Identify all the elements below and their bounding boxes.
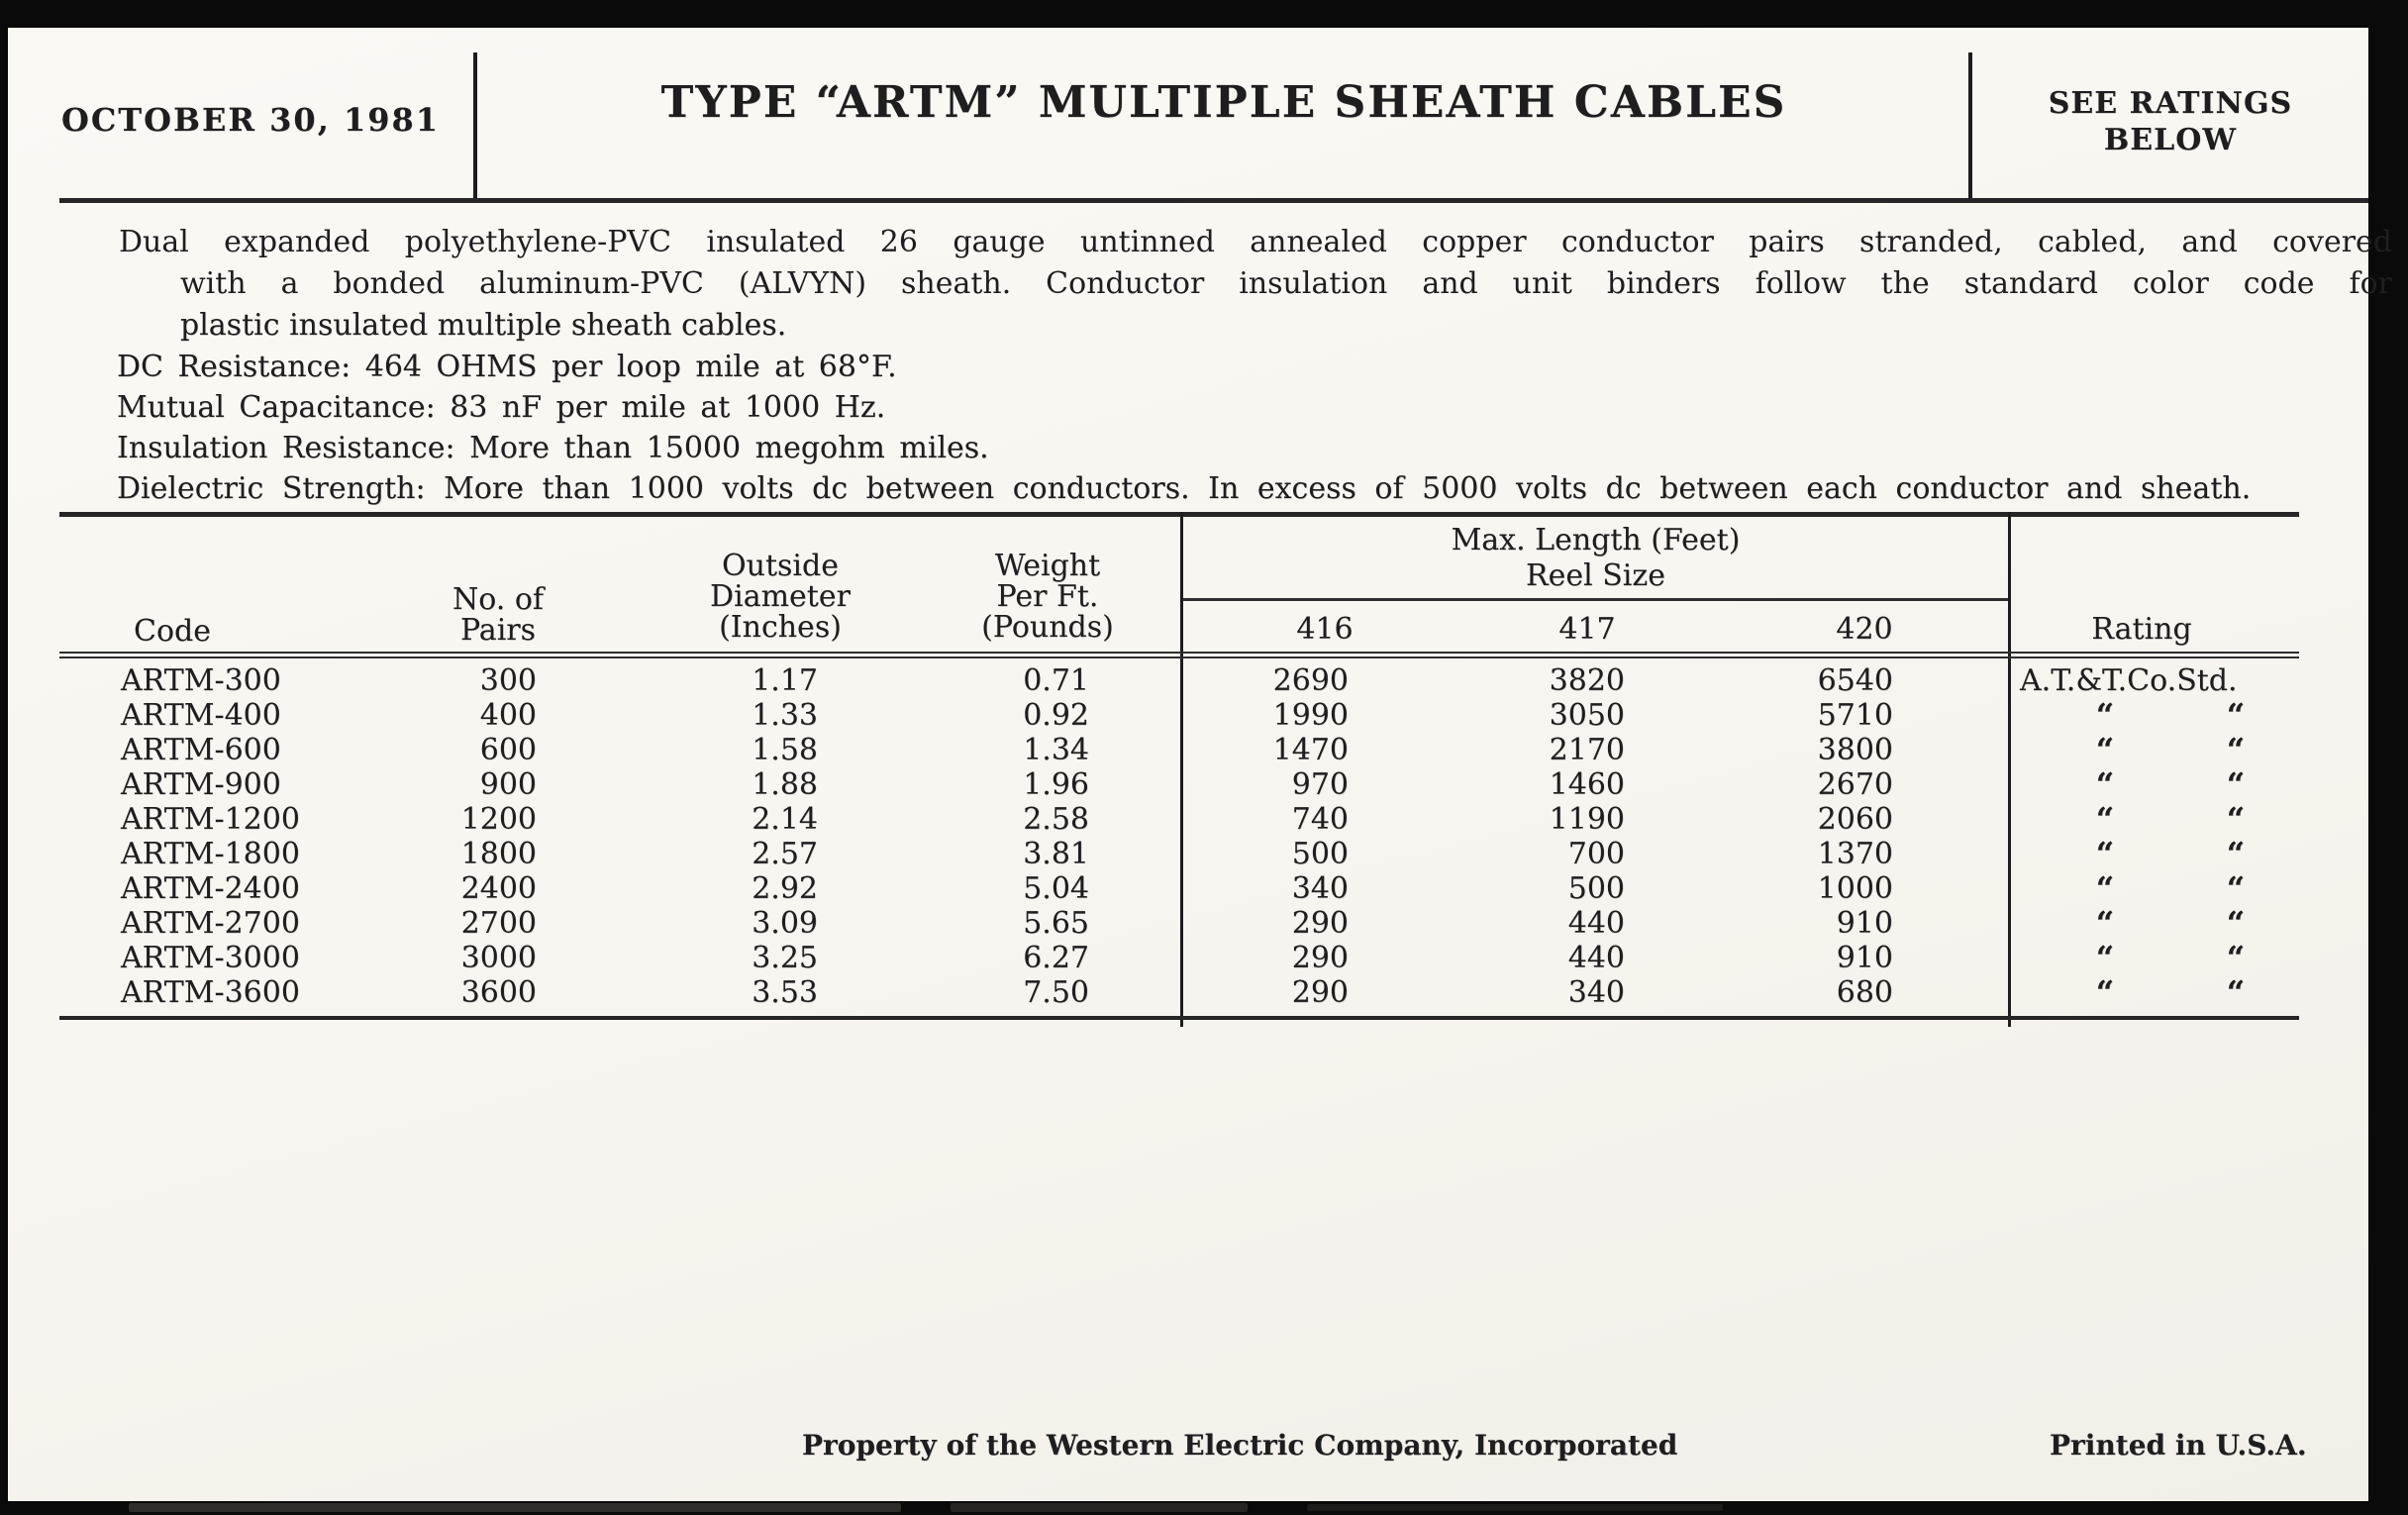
ratings-note xyxy=(1972,85,2368,158)
cell-code: ARTM-3000 xyxy=(121,941,300,975)
cell-outside-diameter: 1.58 xyxy=(752,733,818,767)
cell-reel-417: 500 xyxy=(1567,871,1625,906)
footer-property-note: Property of the Western Electric Company, Incorporated xyxy=(802,1429,1678,1462)
table-row xyxy=(8,698,2370,733)
cell-reel-416: 1990 xyxy=(1272,698,1349,733)
cell-reel-420: 1000 xyxy=(1817,871,1893,906)
bottom-scan-smudge xyxy=(1307,1504,1723,1511)
cell-rating-ditto: “ xyxy=(2095,800,2115,838)
cell-outside-diameter: 3.25 xyxy=(752,941,818,975)
cell-reel-417: 440 xyxy=(1567,906,1625,941)
cell-rating-ditto: “ xyxy=(2095,765,2115,803)
cell-reel-420: 1370 xyxy=(1817,837,1893,871)
col-header-od-line: (Inches) xyxy=(719,610,842,645)
bottom-scan-smudge xyxy=(951,1503,1248,1512)
cell-reel-416: 290 xyxy=(1291,975,1349,1010)
ratings-note-line: SEE RATINGS xyxy=(2048,86,2293,121)
col-header-rating: Rating xyxy=(2091,612,2192,647)
cell-reel-417: 3050 xyxy=(1549,698,1625,733)
table-header-rule xyxy=(59,652,2299,658)
table-row xyxy=(8,733,2370,767)
cell-reel-416: 1470 xyxy=(1272,733,1349,767)
col-header-max-length xyxy=(1183,523,2008,594)
document-title: TYPE “ARTM” MULTIPLE SHEATH CABLES xyxy=(660,77,1787,128)
col-header-weight-line: Per Ft. xyxy=(996,579,1099,614)
cell-pairs: 400 xyxy=(479,698,537,733)
col-header-pairs-line: No. of xyxy=(452,582,545,617)
cell-reel-416: 340 xyxy=(1291,871,1349,906)
cell-rating-ditto: “ xyxy=(2095,731,2115,768)
table-row xyxy=(8,837,2370,871)
cell-reel-420: 6540 xyxy=(1817,663,1893,698)
cell-weight: 1.34 xyxy=(1023,733,1089,767)
cell-rating-ditto: “ xyxy=(2095,835,2115,872)
cell-pairs: 1800 xyxy=(460,837,537,871)
cell-weight: 1.96 xyxy=(1023,767,1089,802)
table-row xyxy=(8,802,2370,837)
bottom-scan-smudge xyxy=(129,1503,901,1512)
col-header-reel-416: 416 xyxy=(1296,612,1354,647)
document-date: OCTOBER 30, 1981 xyxy=(60,101,441,139)
table-top-rule xyxy=(59,512,2299,517)
table-bottom-rule xyxy=(59,1016,2299,1020)
cell-code: ARTM-1800 xyxy=(121,837,300,871)
cell-rating-ditto: “ xyxy=(2226,869,2246,907)
cell-pairs: 300 xyxy=(479,663,537,698)
col-header-weight-line: (Pounds) xyxy=(981,610,1114,645)
cell-code: ARTM-3600 xyxy=(121,975,300,1010)
paragraph-line-1: Dual expanded polyethylene-PVC insulated 26 gauge untinned annealed copper conductor pairs stranded, cabled, and covered xyxy=(119,225,2392,259)
paragraph-line-2: with a bonded aluminum-PVC (ALVYN) sheath. Conductor insulation and unit binders follow the standard color code for xyxy=(180,266,2392,301)
cell-reel-420: 910 xyxy=(1836,906,1893,941)
cell-reel-417: 440 xyxy=(1567,941,1625,975)
cell-outside-diameter: 2.57 xyxy=(752,837,818,871)
table-row xyxy=(8,975,2370,1010)
col-header-pairs-line: Pairs xyxy=(459,613,537,648)
cell-outside-diameter: 1.33 xyxy=(752,698,818,733)
cell-reel-417: 2170 xyxy=(1549,733,1625,767)
cell-pairs: 900 xyxy=(479,767,537,802)
table-row xyxy=(8,767,2370,802)
cell-pairs: 3600 xyxy=(460,975,537,1010)
cell-rating-ditto: “ xyxy=(2095,696,2115,734)
cell-outside-diameter: 3.09 xyxy=(752,906,818,941)
spec-mutual-capacitance: Mutual Capacitance: 83 nF per mile at 1000 Hz. xyxy=(117,390,886,425)
cell-reel-416: 740 xyxy=(1291,802,1349,837)
cell-rating-ditto: “ xyxy=(2226,835,2246,872)
cell-rating-ditto: “ xyxy=(2226,800,2246,838)
col-header-od-line: Diameter xyxy=(710,579,851,614)
cell-outside-diameter: 1.17 xyxy=(752,663,818,698)
cell-rating-ditto: “ xyxy=(2095,939,2115,976)
spec-insulation-resistance: Insulation Resistance: More than 15000 megohm miles. xyxy=(117,431,989,465)
cell-reel-416: 2690 xyxy=(1272,663,1349,698)
cell-reel-420: 910 xyxy=(1836,941,1893,975)
cell-rating-ditto: “ xyxy=(2226,973,2246,1011)
cell-code: ARTM-600 xyxy=(121,733,281,767)
cell-code: ARTM-300 xyxy=(121,663,281,698)
document-card xyxy=(8,28,2392,1501)
col-header-weight xyxy=(939,551,1156,643)
paragraph-line-3: plastic insulated multiple sheath cables. xyxy=(180,308,787,343)
description-paragraph xyxy=(119,222,2392,347)
cell-reel-416: 290 xyxy=(1291,906,1349,941)
cell-rating: A.T.&T.Co.Std. xyxy=(2020,663,2238,698)
cell-weight: 5.65 xyxy=(1023,906,1089,941)
table-row xyxy=(8,871,2370,906)
cell-code: ARTM-400 xyxy=(121,698,281,733)
cell-weight: 3.81 xyxy=(1023,837,1089,871)
cell-weight: 6.27 xyxy=(1023,941,1089,975)
cell-reel-420: 3800 xyxy=(1817,733,1893,767)
cell-pairs: 3000 xyxy=(460,941,537,975)
cell-weight: 0.92 xyxy=(1023,698,1089,733)
cell-rating-ditto: “ xyxy=(2226,904,2246,942)
cell-weight: 0.71 xyxy=(1023,663,1089,698)
cable-table-body xyxy=(8,663,2370,1016)
col-header-od-line: Outside xyxy=(722,549,839,583)
cell-rating-ditto: “ xyxy=(2095,869,2115,907)
cell-reel-416: 290 xyxy=(1291,941,1349,975)
cell-reel-417: 1190 xyxy=(1549,802,1625,837)
spec-list xyxy=(117,347,2394,509)
col-header-pairs xyxy=(394,584,602,646)
col-header-reel-417: 417 xyxy=(1558,612,1616,647)
cell-weight: 5.04 xyxy=(1023,871,1089,906)
cell-outside-diameter: 3.53 xyxy=(752,975,818,1010)
footer-printed-note: Printed in U.S.A. xyxy=(2050,1429,2307,1462)
cell-weight: 7.50 xyxy=(1023,975,1089,1010)
cell-rating-ditto: “ xyxy=(2095,973,2115,1011)
cell-outside-diameter: 2.14 xyxy=(752,802,818,837)
cell-reel-417: 700 xyxy=(1567,837,1625,871)
cell-code: ARTM-900 xyxy=(121,767,281,802)
spec-dielectric-strength: Dielectric Strength: More than 1000 volts dc between conductors. In excess of 5000 volts dc between each conductor and sheath. xyxy=(117,471,2252,506)
cell-pairs: 600 xyxy=(479,733,537,767)
table-row xyxy=(8,663,2370,698)
col-header-weight-line: Weight xyxy=(994,549,1101,583)
cell-reel-416: 500 xyxy=(1291,837,1349,871)
cell-reel-417: 340 xyxy=(1567,975,1625,1010)
cell-reel-420: 2670 xyxy=(1817,767,1893,802)
cell-code: ARTM-2700 xyxy=(121,906,300,941)
cell-outside-diameter: 1.88 xyxy=(752,767,818,802)
cell-reel-416: 970 xyxy=(1291,767,1349,802)
cell-code: ARTM-2400 xyxy=(121,871,300,906)
cell-rating-ditto: “ xyxy=(2226,765,2246,803)
ratings-note-line: BELOW xyxy=(2103,123,2238,157)
col-header-code: Code xyxy=(134,614,211,649)
col-header-reel-420: 420 xyxy=(1836,612,1893,647)
header-rule xyxy=(59,198,2368,203)
col-header-outside-diameter xyxy=(671,551,889,643)
cell-reel-417: 3820 xyxy=(1549,663,1625,698)
cell-outside-diameter: 2.92 xyxy=(752,871,818,906)
cell-pairs: 2400 xyxy=(460,871,537,906)
cell-pairs: 2700 xyxy=(460,906,537,941)
cell-code: ARTM-1200 xyxy=(121,802,300,837)
table-row xyxy=(8,906,2370,941)
cell-rating-ditto: “ xyxy=(2095,904,2115,942)
cell-reel-417: 1460 xyxy=(1549,767,1625,802)
cell-rating-ditto: “ xyxy=(2226,696,2246,734)
header-divider-left xyxy=(473,52,477,199)
cell-reel-420: 2060 xyxy=(1817,802,1893,837)
spec-dc-resistance: DC Resistance: 464 OHMS per loop mile at 68°F. xyxy=(117,350,897,384)
cell-pairs: 1200 xyxy=(460,802,537,837)
col-header-max-length-line: Max. Length (Feet) xyxy=(1451,523,1741,557)
cell-weight: 2.58 xyxy=(1023,802,1089,837)
cell-rating-ditto: “ xyxy=(2226,939,2246,976)
reel-size-rule xyxy=(1183,598,2008,601)
cell-rating-ditto: “ xyxy=(2226,731,2246,768)
col-header-max-length-line: Reel Size xyxy=(1526,558,1665,593)
cell-reel-420: 5710 xyxy=(1817,698,1893,733)
cell-reel-420: 680 xyxy=(1836,975,1893,1010)
table-row xyxy=(8,941,2370,975)
